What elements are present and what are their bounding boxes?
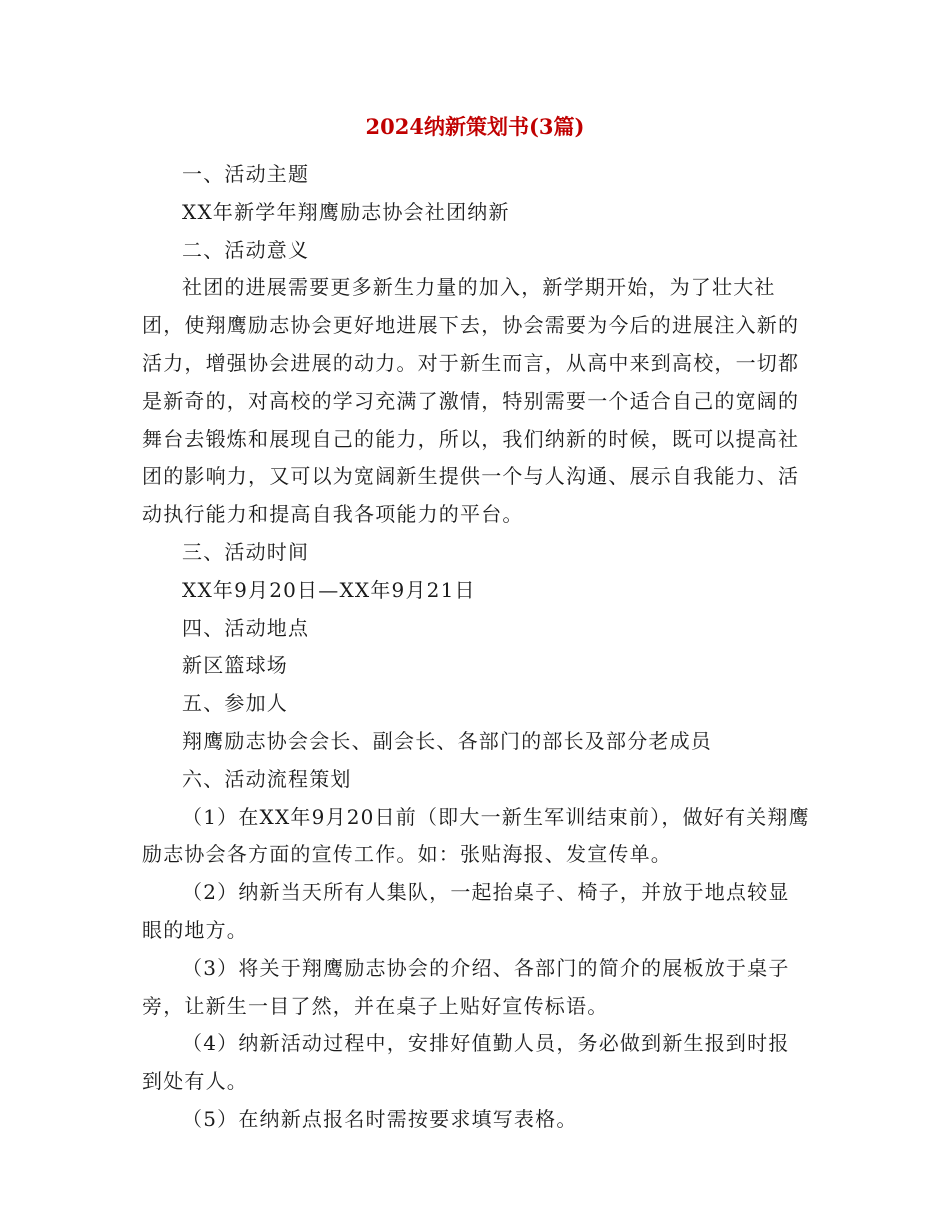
paragraph-process-step-1: （1）在XX年9月20日前（即大一新生军训结束前），做好有关翔鹰励志协会各方面的宣传工作。如：张贴海报、发宣传单。 bbox=[142, 804, 810, 867]
paragraph-process-step-3: （3）将关于翔鹰励志协会的介绍、各部门的简介的展板放于桌子旁，让新生一目了然，并在桌子上贴好宣传标语。 bbox=[142, 955, 790, 1018]
heading-participants: 五、参加人 bbox=[182, 691, 288, 716]
heading-activity-theme: 一、活动主题 bbox=[182, 162, 310, 186]
paragraph-process-step-2: （2）纳新当天所有人集队，一起抬桌子、椅子，并放于地点较显眼的地方。 bbox=[142, 880, 790, 942]
paragraph-participants-text: 翔鹰励志协会会长、副会长、各部门的部长及部分老成员 bbox=[182, 728, 712, 753]
paragraph-significance-text: 社团的进展需要更多新生力量的加入，新学期开始，为了壮大社团，使翔鹰励志协会更好地进展下去，协会需要为今后的进展注入新的活力，增强协会进展的动力。对于新生而言，从高中来到高校，一切都是新奇的，对高校的学习充满了激情，特别需要一个适合自己的宽阔的舞台去锻炼和展现自己的能力，所以，我们纳新的时候，既可以提高社团的影响力，又可以为宽阔新生提供一个与人沟通、展示自我能力、活动执行能力和提高自我各项能力的平台。 bbox=[142, 275, 800, 527]
paragraph-process-step-4: （4）纳新活动过程中，安排好值勤人员，务必做到新生报到时报到处有人。 bbox=[142, 1031, 790, 1094]
heading-activity-process: 六、活动流程策划 bbox=[182, 766, 352, 791]
paragraph-location-text: 新区篮球场 bbox=[182, 653, 288, 678]
paragraph-process-step-5: （5）在纳新点报名时需按要求填写表格。 bbox=[182, 1106, 578, 1131]
heading-activity-time: 三、活动时间 bbox=[182, 539, 310, 564]
paragraph-time-text: XX年9月20日—XX年9月21日 bbox=[182, 577, 476, 602]
heading-activity-significance: 二、活动意义 bbox=[182, 237, 310, 262]
paragraph-theme-text: XX年新学年翔鹰励志协会社团纳新 bbox=[182, 199, 510, 224]
document-title: 2024纳新策划书(3篇) bbox=[365, 114, 585, 139]
heading-activity-location: 四、活动地点 bbox=[182, 615, 310, 640]
document-body bbox=[142, 156, 810, 1139]
